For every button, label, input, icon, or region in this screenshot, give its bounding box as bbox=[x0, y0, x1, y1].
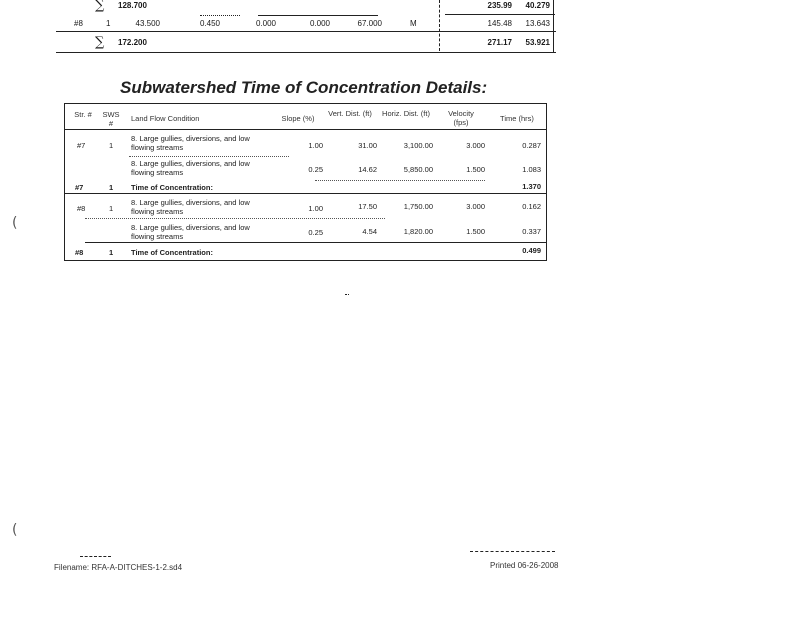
row-divider bbox=[129, 156, 289, 157]
sum-r1-value: 271.17 bbox=[487, 38, 512, 47]
row-divider bbox=[85, 242, 546, 243]
cell-time: 1.083 bbox=[522, 165, 541, 174]
cell-condition: Time of Concentration: bbox=[131, 248, 213, 257]
cell-slope: 1.00 bbox=[308, 204, 323, 213]
cell-slope: 0.25 bbox=[308, 165, 323, 174]
scan-mark-icon: ( bbox=[12, 215, 18, 231]
cell-horiz-dist: 1,750.00 bbox=[403, 202, 433, 211]
row-divider bbox=[65, 193, 546, 194]
cell-value: 0.000 bbox=[309, 19, 330, 28]
cell-time: 0.287 bbox=[522, 141, 541, 150]
cell-time: 0.337 bbox=[522, 227, 541, 236]
sum-total-value: 172.200 bbox=[118, 38, 147, 47]
divider bbox=[258, 15, 378, 16]
cell-velocity: 3.000 bbox=[466, 202, 485, 211]
scan-speck bbox=[345, 294, 349, 295]
cell-condition: 8. Large gullies, diversions, and low flowing streams bbox=[131, 159, 250, 177]
cell-slope: 1.00 bbox=[308, 141, 323, 150]
sum-r2-value: 40.279 bbox=[525, 1, 550, 10]
cell-velocity: 1.500 bbox=[466, 227, 485, 236]
section-heading: Subwatershed Time of Concentration Details: bbox=[120, 78, 488, 97]
row-divider bbox=[85, 218, 385, 219]
scan-speck bbox=[470, 551, 555, 552]
header-str: Str. # bbox=[74, 110, 92, 119]
cell-value: 13.643 bbox=[525, 19, 550, 28]
cell-condition: Time of Concentration: bbox=[131, 183, 213, 192]
header-vert-dist: Vert. Dist. (ft) bbox=[328, 109, 372, 118]
divider bbox=[200, 15, 240, 16]
cell-value: 0.450 bbox=[199, 19, 220, 28]
header-velocity: Velocity (fps) bbox=[448, 109, 474, 127]
cell-str: #7 bbox=[75, 183, 84, 192]
scan-speck bbox=[80, 556, 111, 557]
cell-vert-dist: 31.00 bbox=[358, 141, 377, 150]
sum-r1-value: 235.99 bbox=[487, 1, 512, 10]
cell-vert-dist: 17.50 bbox=[358, 202, 377, 211]
sws-number: 1 bbox=[106, 19, 111, 28]
header-horiz-dist: Horiz. Dist. (ft) bbox=[382, 109, 430, 118]
cell-sws: 1 bbox=[109, 204, 114, 213]
cell-vert-dist: 14.62 bbox=[358, 165, 377, 174]
row-divider bbox=[315, 180, 485, 181]
cell-time: 1.370 bbox=[522, 182, 541, 191]
cell-str: #8 bbox=[77, 204, 86, 213]
cell-value: 0.000 bbox=[255, 19, 276, 28]
cell-velocity: 1.500 bbox=[466, 165, 485, 174]
divider bbox=[445, 14, 555, 15]
cell-velocity: 3.000 bbox=[466, 141, 485, 150]
header-time: Time (hrs) bbox=[500, 114, 534, 123]
sum-r2-value: 53.921 bbox=[525, 38, 550, 47]
cell-str: #8 bbox=[75, 248, 84, 257]
cell-vert-dist: 4.54 bbox=[362, 227, 377, 236]
scan-mark-icon: ( bbox=[12, 522, 18, 538]
cell-value: 43.500 bbox=[135, 19, 160, 28]
sum-symbol: ∑ bbox=[95, 35, 105, 50]
cell-value: 145.48 bbox=[487, 19, 512, 28]
cell-sws: 1 bbox=[109, 183, 114, 192]
structure-number: #8 bbox=[74, 19, 83, 28]
cell-sws: 1 bbox=[109, 141, 114, 150]
cell-condition: 8. Large gullies, diversions, and low flowing streams bbox=[131, 134, 250, 152]
cell-time: 0.162 bbox=[522, 202, 541, 211]
cell-condition: 8. Large gullies, diversions, and low flowing streams bbox=[131, 198, 250, 216]
cell-horiz-dist: 1,820.00 bbox=[403, 227, 433, 236]
column-rule bbox=[439, 0, 440, 51]
header-rule bbox=[65, 129, 546, 130]
divider bbox=[56, 52, 556, 53]
toc-details-table bbox=[64, 103, 547, 261]
header-condition: Land Flow Condition bbox=[131, 114, 200, 123]
cell-sws: 1 bbox=[109, 248, 114, 257]
header-slope: Slope (%) bbox=[281, 114, 315, 123]
footer-printed-date: Printed 06-26-2008 bbox=[490, 561, 559, 570]
cell-time: 0.499 bbox=[522, 246, 541, 255]
sum-total-value: 128.700 bbox=[118, 1, 147, 10]
cell-condition: 8. Large gullies, diversions, and low flowing streams bbox=[131, 223, 250, 241]
header-sws: SWS # bbox=[102, 110, 120, 128]
cell-horiz-dist: 5,850.00 bbox=[403, 165, 433, 174]
footer-filename: Filename: RFA-A-DITCHES-1-2.sd4 bbox=[54, 563, 183, 572]
flag-value: M bbox=[410, 19, 417, 28]
column-rule bbox=[553, 0, 554, 52]
divider bbox=[56, 31, 556, 32]
cell-value: 67.000 bbox=[357, 19, 382, 28]
cell-slope: 0.25 bbox=[308, 228, 323, 237]
sum-symbol: ∑ bbox=[95, 0, 105, 13]
cell-str: #7 bbox=[77, 141, 86, 150]
cell-horiz-dist: 3,100.00 bbox=[403, 141, 433, 150]
